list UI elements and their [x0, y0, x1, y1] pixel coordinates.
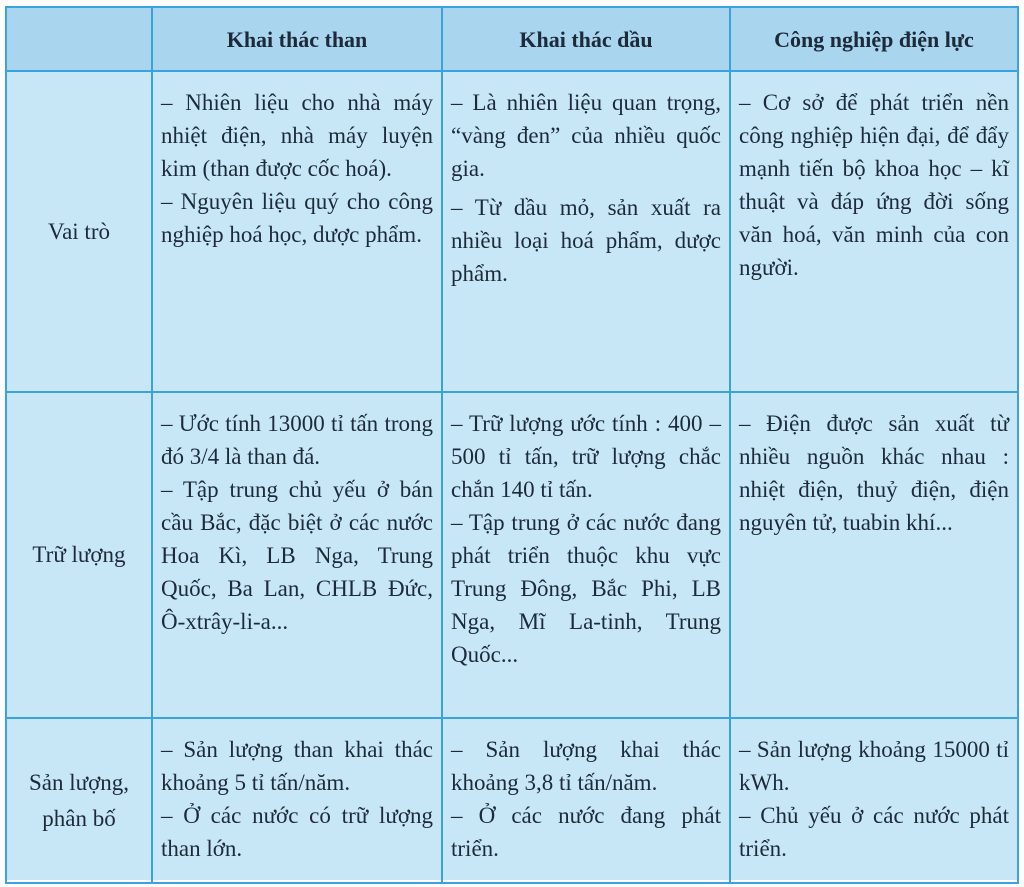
row-label-reserves: Trữ lượng	[6, 392, 152, 718]
header-coal-mining: Khai thác than	[152, 7, 442, 71]
cell-text: – Từ dầu mỏ, sản xuất ra nhiều loại hoá phẩm, dược phẩm.	[451, 195, 721, 286]
table-row-output	[6, 718, 1018, 883]
cell-output-power	[730, 718, 1018, 883]
cell-role-oil	[442, 71, 730, 392]
cell-text: – Ở các nước có trữ lượng than lớn.	[161, 803, 433, 861]
cell-text: – Là nhiên liệu quan trọng, “vàng đen” của nhiều quốc gia.	[451, 90, 721, 181]
header-row	[6, 7, 1018, 71]
energy-industry-table	[5, 6, 1019, 884]
cell-role-power	[730, 71, 1018, 392]
cell-text: – Điện được sản xuất từ nhiều nguồn khác nhau : nhiệt điện, thuỷ điện, điện nguyên tử, tuabin khí...	[739, 411, 1009, 535]
cell-output-oil	[442, 718, 730, 883]
cell-text: – Tập trung chủ yếu ở bán cầu Bắc, đặc biệt ở các nước Hoa Kì, LB Nga, Trung Quốc, Ba Lan, CHLB Đức, Ô-xtrây-li-a...	[161, 477, 433, 634]
corner-cell	[6, 7, 152, 71]
cell-reserves-coal	[152, 392, 442, 718]
cell-text: – Sản lượng khai thác khoảng 3,8 tỉ tấn/năm.	[451, 737, 721, 795]
cell-text: – Sản lượng khoảng 15000 tỉ kWh.	[739, 737, 1009, 795]
cell-text: – Nguyên liệu quý cho công nghiệp hoá học, dược phẩm.	[161, 189, 433, 247]
row-label-role: Vai trò	[6, 71, 152, 392]
header-electric-power: Công nghiệp điện lực	[730, 7, 1018, 71]
cell-text: – Chủ yếu ở các nước phát triển.	[739, 803, 1009, 861]
cell-text: – Ở các nước đang phát triển.	[451, 803, 721, 861]
cell-reserves-power	[730, 392, 1018, 718]
cell-text: – Tập trung ở các nước đang phát triển thuộc khu vực Trung Đông, Bắc Phi, LB Nga, Mĩ La-tinh, Trung Quốc...	[451, 510, 721, 667]
table-row-role	[6, 71, 1018, 392]
cell-reserves-oil	[442, 392, 730, 718]
cell-text: – Nhiên liệu cho nhà máy nhiệt điện, nhà máy luyện kim (than được cốc hoá).	[161, 90, 433, 181]
cell-role-coal	[152, 71, 442, 392]
cell-text: – Cơ sở để phát triển nền công nghiệp hiện đại, để đẩy mạnh tiến bộ khoa học – kĩ thuật và đáp ứng đời sống văn hoá, văn minh của con người.	[739, 90, 1009, 280]
cell-text: – Sản lượng than khai thác khoảng 5 tỉ tấn/năm.	[161, 737, 433, 795]
header-oil-extraction: Khai thác dầu	[442, 7, 730, 71]
cell-output-coal	[152, 718, 442, 883]
table-row-reserves	[6, 392, 1018, 718]
row-label-output: Sản lượng, phân bố	[6, 718, 152, 883]
cell-text: – Ước tính 13000 tỉ tấn trong đó 3/4 là than đá.	[161, 411, 433, 469]
comparison-table	[5, 6, 1017, 880]
cell-text: – Trữ lượng ước tính : 400 – 500 tỉ tấn, trữ lượng chắc chắn 140 tỉ tấn.	[451, 411, 721, 502]
